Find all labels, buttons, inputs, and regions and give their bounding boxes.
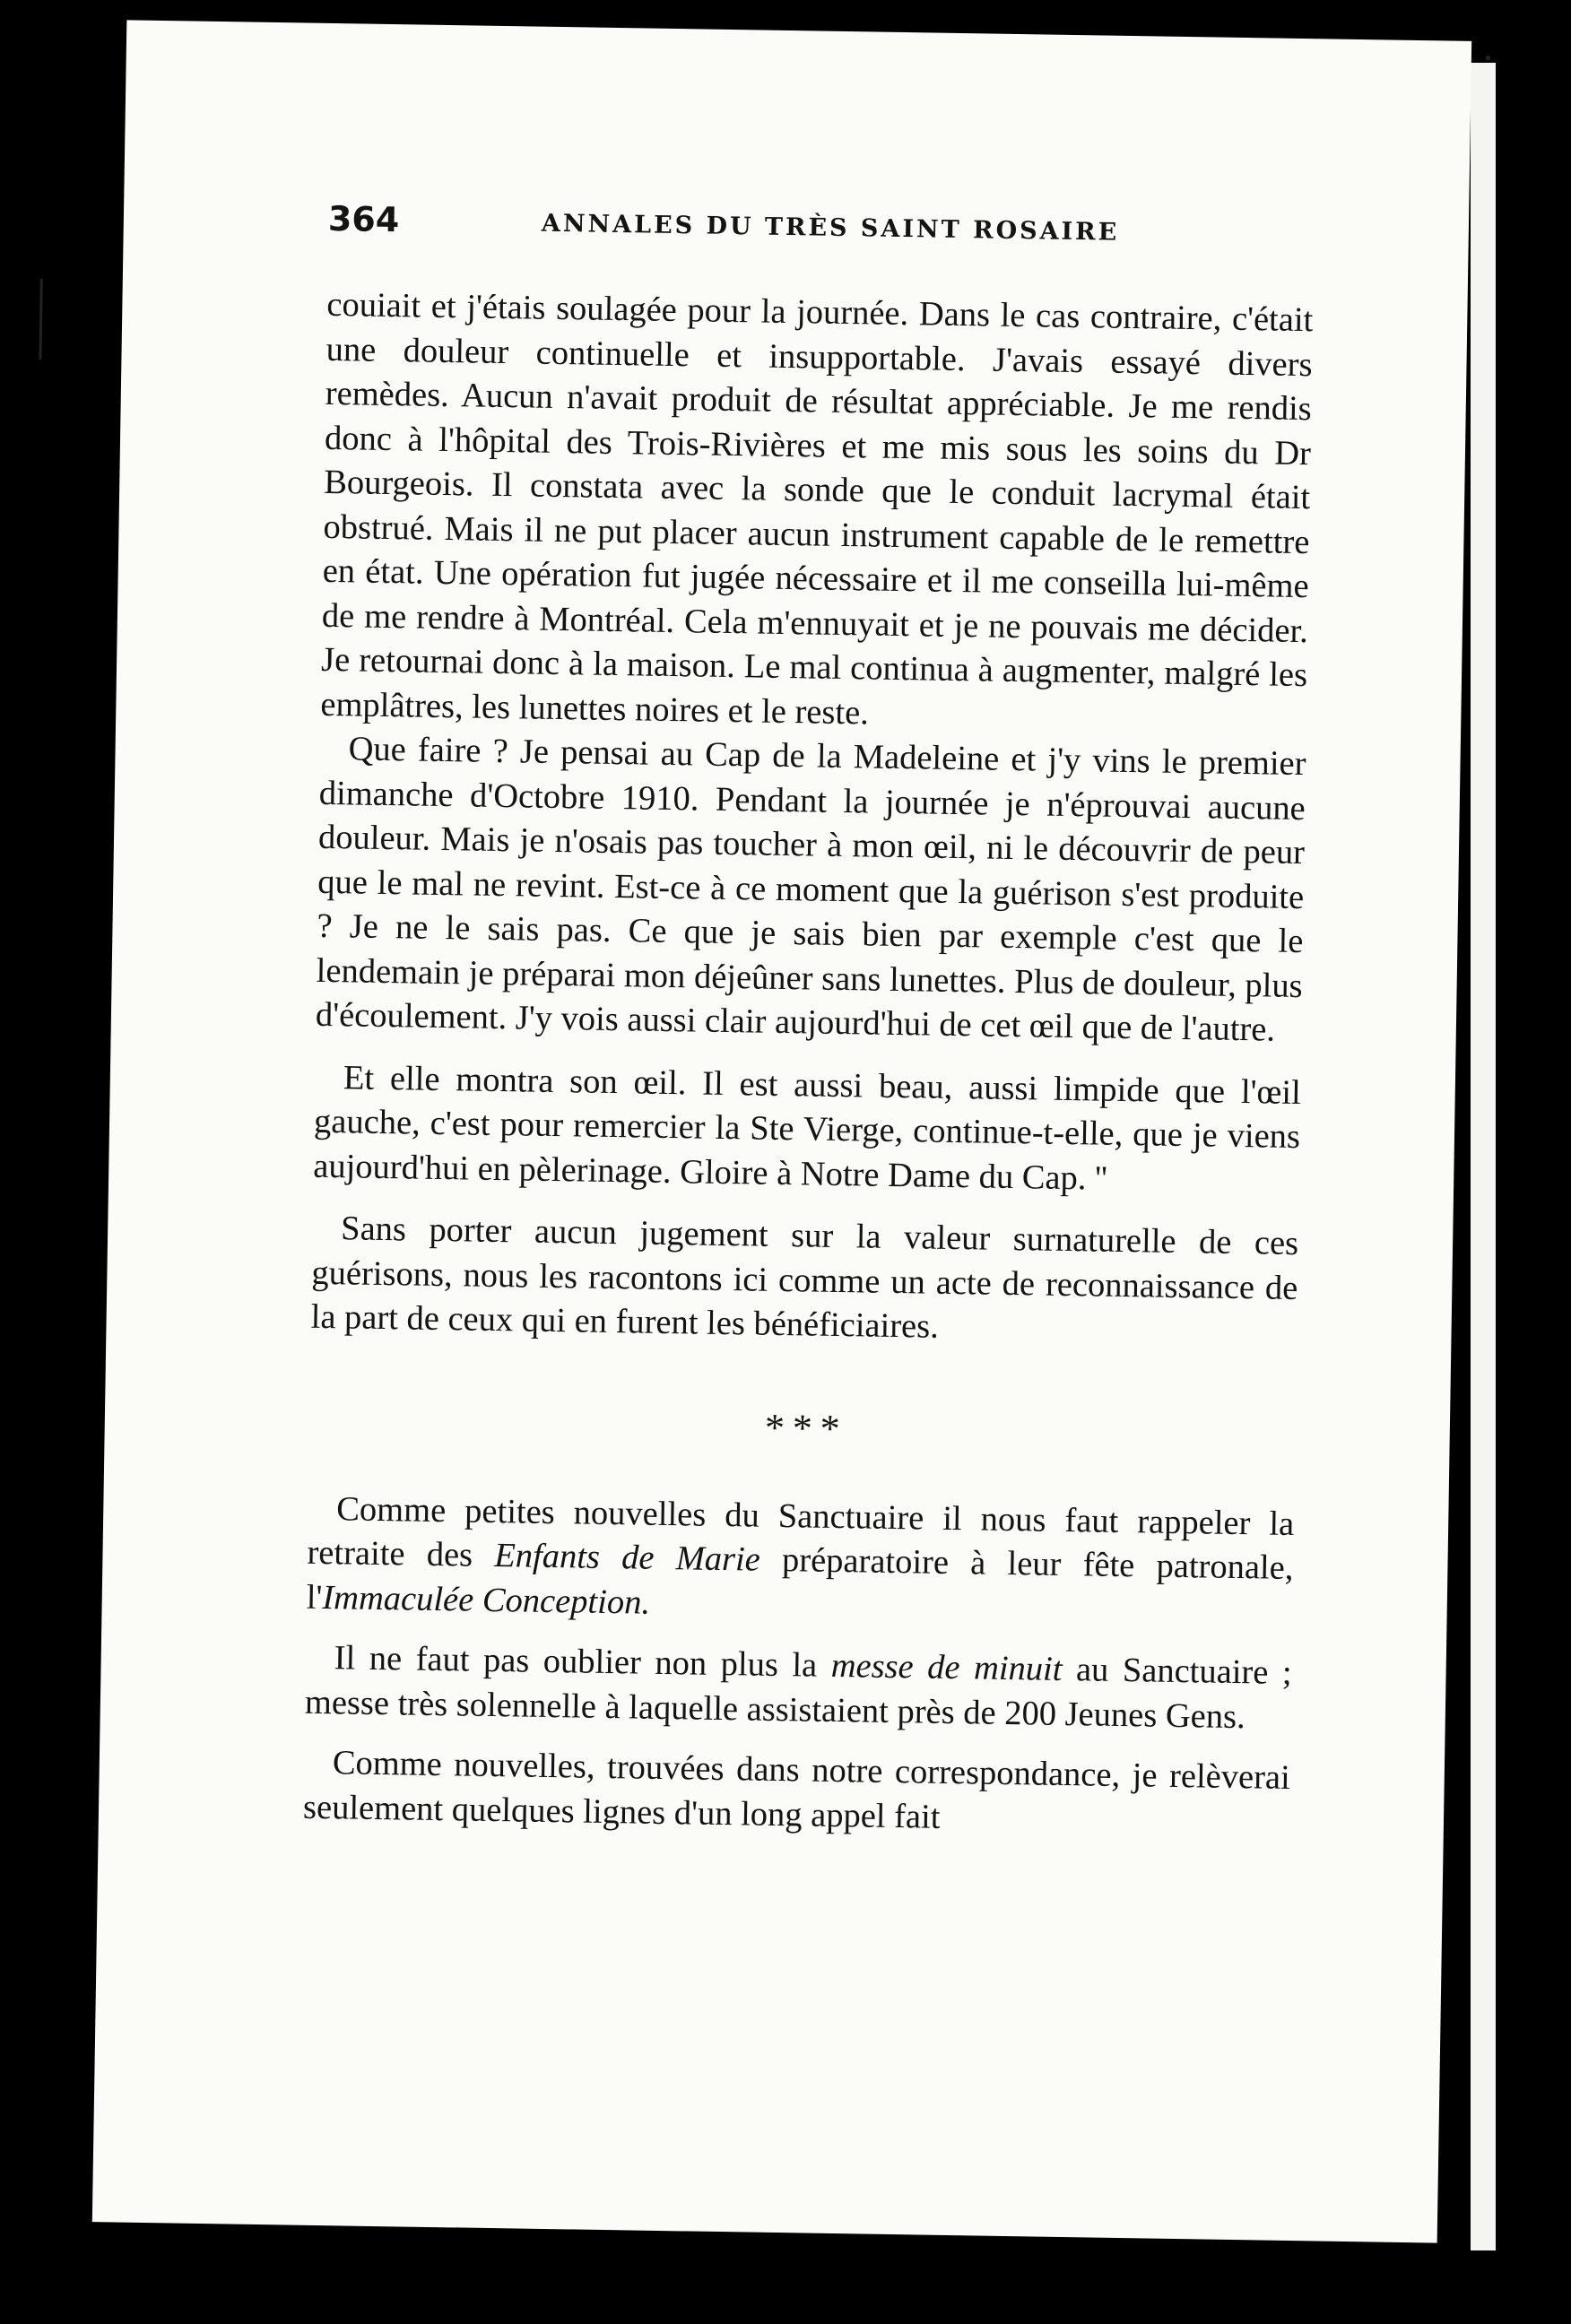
running-head — [327, 199, 1315, 277]
paragraph: couiait et j'étais soulagée pour la journée. Dans le cas contraire, c'était une douleur continuelle et insupportable. J'avais essayé divers remèdes. Aucun n'avait produit de résultat appréciable. Je me rendis donc à l'hôpital des Trois-Rivières et me mis sous les soins du Dr Bourgeois. Il constata avec la sonde que le conduit lacrymal était obstrué. Mais il ne put placer aucun instrument capable de le remettre en état. Une opération fut jugée nécessaire et il me conseilla lui-même de me rendre à Montréal. Cela m'ennuyait et je ne pouvais me décider. Je retournai donc à la maison. Le mal continua à augmenter, malgré les emplâtres, les lunettes noires et le reste. — [320, 285, 1314, 732]
book-page — [92, 20, 1471, 2242]
margin-mark — [39, 279, 42, 360]
paragraph: Comme nouvelles, trouvées dans notre correspondance, je relèverai seulement quelques lignes d'un long appel fait — [302, 1744, 1291, 1836]
italic-text: Enfants de Marie — [493, 1537, 761, 1579]
text-run: préparatoire à leur fête patronale, l' — [306, 1540, 1294, 1617]
italic-text: messe de minuit — [830, 1646, 1063, 1688]
paragraph: Sans porter aucun jugement sur la valeur surnaturelle de ces guérisons, nous les racontons ici comme un acte de reconnaissance de la part de ceux qui en furent les bénéficiaires. — [310, 1210, 1299, 1346]
margin-mark — [1486, 56, 1490, 60]
text-run: Il ne faut pas oublier non plus la — [334, 1639, 832, 1685]
paragraph: Et elle montra son œil. Il est aussi beau, aussi limpide que l'œil gauche, c'est pour remercier la Ste Vierge, continue-t-elle, que je viens aujourd'hui en pèlerinage. Gloire à Notre Dame du Cap. '' — [313, 1058, 1302, 1198]
section-asterism: * * * — [764, 1405, 841, 1451]
paragraph — [305, 1636, 1292, 1740]
text-run: Comme petites nouvelles du Sanctuaire il nous faut rappeler la retraite des — [307, 1489, 1295, 1575]
next-page-edge — [1471, 63, 1496, 2250]
text-block — [303, 199, 1315, 1845]
paragraph — [306, 1487, 1294, 1635]
running-title: ANNALES DU TRÈS SAINT ROSAIRE — [541, 209, 1120, 247]
page-number: 364 — [327, 198, 400, 240]
italic-text: Immaculée Conception. — [322, 1578, 651, 1622]
text-run: au Sanctuaire ; messe très solennelle à laquelle assistaient près de 200 Jeunes Gens. — [304, 1650, 1292, 1736]
paragraph: Que faire ? Je pensai au Cap de la Madeleine et j'y vins le premier dimanche d'Octobre 1910. Pendant la journée je n'éprouvai aucune douleur. Mais je n'osais pas toucher à mon œil, ni le découvrir de peur que le mal ne revint. Est-ce à ce moment que la guérison s'est produite ? Je ne le sais pas. Ce que je sais bien par exemple c'est que le lendemain je préparai mon déjeûner sans lunettes. Plus de douleur, plus d'écoulement. J'y vois aussi clair aujourd'hui de cet œil que de l'autre. — [315, 730, 1306, 1049]
